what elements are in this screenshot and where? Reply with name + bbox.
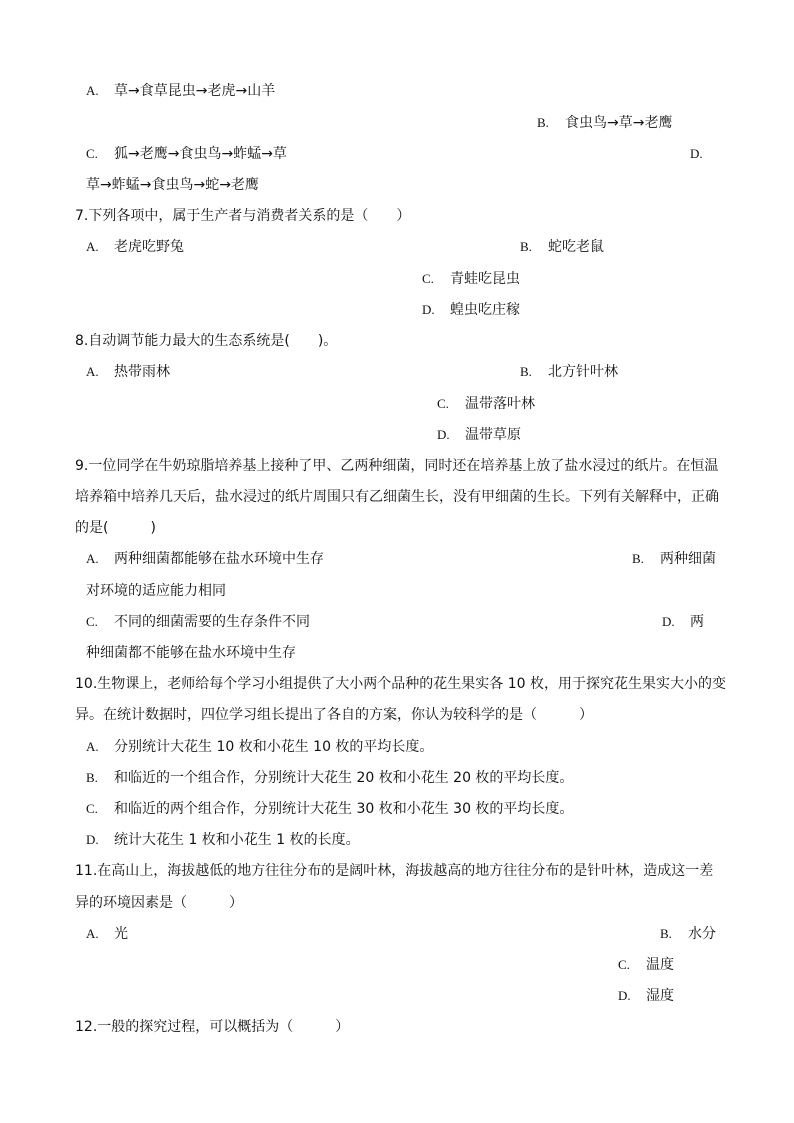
option-text: 不同的细菌需要的生存条件不同 <box>114 614 310 630</box>
option-label: A. <box>86 739 99 754</box>
option-label: B. <box>537 115 549 130</box>
option-label: A. <box>86 926 99 941</box>
q8-option-d <box>437 426 521 444</box>
option-text: 热带雨林 <box>114 364 170 380</box>
option-label: D. <box>662 614 675 629</box>
q9-option-d <box>662 613 704 631</box>
q11-stem-line-2: 异的环境因素是（ ） <box>75 895 243 911</box>
option-text: 温带落叶林 <box>465 396 535 412</box>
q9-stem-line-1: 9.一位同学在牛奶琼脂培养基上接种了甲、乙两种细菌，同时还在培养基上放了盐水浸过的纸片。在恒温 <box>75 458 719 474</box>
option-text: 分别统计大花生 10 枚和小花生 10 枚的平均长度。 <box>114 739 434 755</box>
q6-option-c <box>86 145 287 163</box>
option-text: 湿度 <box>646 988 674 1004</box>
q9-option-b-continued: 对环境的适应能力相同 <box>86 583 226 599</box>
q10-option-c <box>86 800 573 818</box>
option-text: 青蛙吃昆虫 <box>450 271 520 287</box>
q6-option-d-label <box>690 145 718 163</box>
option-label: D. <box>422 302 435 317</box>
q12-stem: 12.一般的探究过程，可以概括为（ ） <box>75 1019 350 1035</box>
q9-option-c <box>86 613 310 631</box>
option-text: 两 <box>690 614 704 630</box>
option-label: C. <box>618 957 630 972</box>
option-label: B. <box>632 551 644 566</box>
option-label: A. <box>86 364 99 379</box>
option-text: 两种细菌都能够在盐水环境中生存 <box>114 551 324 567</box>
option-label: C. <box>422 271 434 286</box>
option-text: 蛇吃老鼠 <box>548 239 604 255</box>
option-label: A. <box>86 83 99 98</box>
q9-option-b <box>632 550 716 568</box>
q8-stem: 8.自动调节能力最大的生态系统是( )。 <box>75 333 338 349</box>
option-text: 两种细菌 <box>660 551 716 567</box>
option-text: 老虎吃野兔 <box>114 239 184 255</box>
option-text: 草→食草昆虫→老虎→山羊 <box>114 83 276 99</box>
option-label: B. <box>660 926 672 941</box>
option-label: D. <box>86 832 99 847</box>
q10-option-a <box>86 738 433 756</box>
q7-option-c <box>422 270 520 288</box>
q9-option-d-continued: 种细菌都不能够在盐水环境中生存 <box>86 645 296 661</box>
option-text: 和临近的两个组合作，分别统计大花生 30 枚和小花生 30 枚的平均长度。 <box>114 801 574 817</box>
option-label: C. <box>86 614 98 629</box>
q11-option-d <box>618 987 674 1005</box>
option-label: A. <box>86 551 99 566</box>
q7-option-b <box>520 238 604 256</box>
q6-option-b <box>537 114 672 132</box>
option-label: A. <box>86 239 99 254</box>
q11-option-b <box>660 925 716 943</box>
option-text: 光 <box>114 926 128 942</box>
option-label: D. <box>618 988 631 1003</box>
option-text: 食虫鸟→草→老鹰 <box>565 115 673 131</box>
q6-option-a <box>86 82 275 100</box>
option-label: B. <box>520 239 532 254</box>
option-text: 温带草原 <box>465 427 521 443</box>
option-text: 狐→老鹰→食虫鸟→蚱蜢→草 <box>114 146 287 162</box>
option-label: D. <box>437 427 450 442</box>
q11-option-c <box>618 956 674 974</box>
option-text: 和临近的一个组合作，分别统计大花生 20 枚和小花生 20 枚的平均长度。 <box>114 770 574 786</box>
q11-option-a <box>86 925 128 943</box>
option-label: C. <box>437 396 449 411</box>
option-text: 北方针叶林 <box>548 364 618 380</box>
option-text: 温度 <box>646 957 674 973</box>
q7-option-d <box>422 301 520 319</box>
q7-option-a <box>86 238 184 256</box>
q10-stem-line-2: 异。在统计数据时，四位学习组长提出了各自的方案，你认为较科学的是（ ） <box>75 707 593 723</box>
option-label: B. <box>86 770 98 785</box>
option-label: B. <box>520 364 532 379</box>
option-text: 水分 <box>688 926 716 942</box>
option-text: 蝗虫吃庄稼 <box>450 302 520 318</box>
option-label: C. <box>86 146 98 161</box>
q10-option-d <box>86 831 360 849</box>
q10-option-b <box>86 769 573 787</box>
q8-option-b <box>520 363 618 381</box>
q9-stem-line-3: 的是( ) <box>75 520 156 536</box>
option-label: D. <box>690 146 703 161</box>
q7-stem: 7.下列各项中，属于生产者与消费者关系的是（ ） <box>75 208 411 224</box>
option-text: 统计大花生 1 枚和小花生 1 枚的长度。 <box>114 832 360 848</box>
q10-stem-line-1: 10.生物课上，老师给每个学习小组提供了大小两个品种的花生果实各 10 枚，用于探究花生果实大小的变 <box>75 676 726 692</box>
q8-option-a <box>86 363 170 381</box>
q9-option-a <box>86 550 324 568</box>
q8-option-c <box>437 395 535 413</box>
option-label: C. <box>86 801 98 816</box>
q6-option-d-text: 草→蚱蜢→食虫鸟→蛇→老鹰 <box>86 177 259 193</box>
q11-stem-line-1: 11.在高山上，海拔越低的地方往往分布的是阔叶林，海拔越高的地方往往分布的是针叶林，造成这一差 <box>75 863 714 879</box>
q9-stem-line-2: 培养箱中培养几天后，盐水浸过的纸片周围只有乙细菌生长，没有甲细菌的生长。下列有关解释中，正确 <box>75 489 719 505</box>
